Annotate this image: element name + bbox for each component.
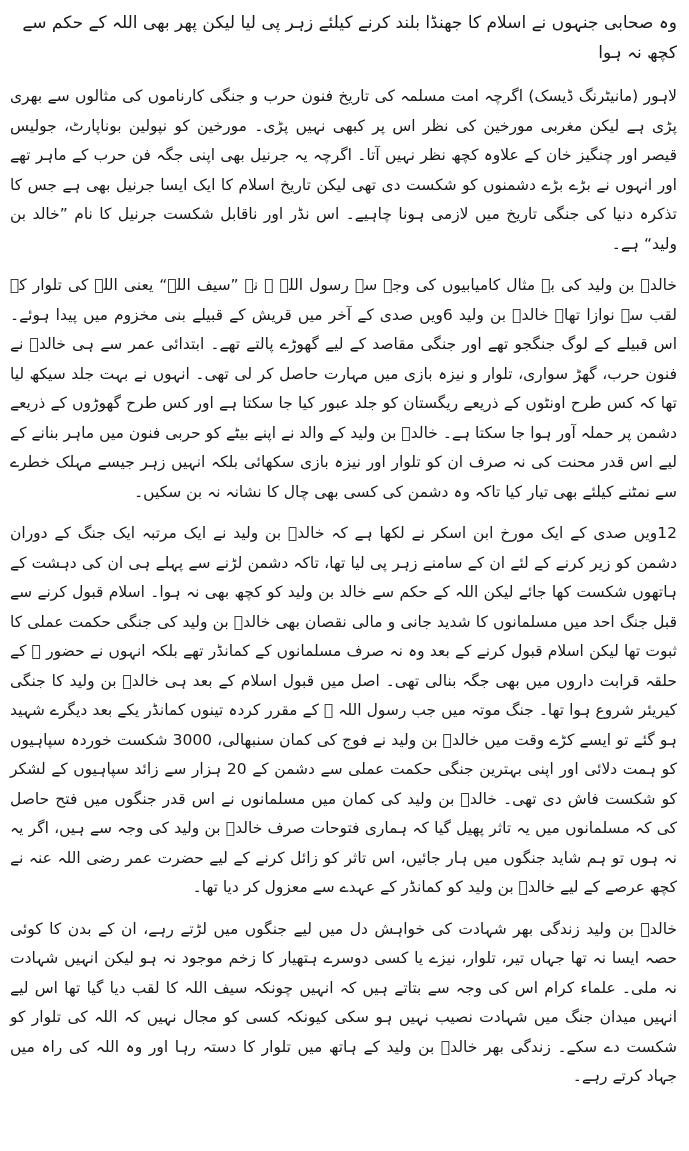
paragraph-martyrdom-wish: خالدؓ بن ولید زندگی بھر شہادت کی خواہش دل میں لیے جنگوں میں لڑتے رہے، ان کے بدن کا کوئی حصہ ایسا نہ تھا جہاں تیر، تلوار، نیزے یا کسی دوسرے ہتھیار کا زخم موجود نہ ہو لیکن انہیں شہادت نہ ملی۔ علماء کرام اس کی وجہ سے بتاتے ہیں کہ انہیں چونکہ سیف اللہ کا لقب دیا گیا تھا اس لیے انہیں میدان جنگ میں شہادت نصیب نہیں ہو سکی کیونکہ کسی کو مجال نہیں کہ اللہ کی تلوار کو شکست دے سکے۔ زندگی بھر خالدؓ بن ولید کے ہاتھ میں تلوار کا دستہ رہا اور وہ اللہ کی راہ میں جہاد کرتے رہے۔ (10, 919, 677, 1085)
paragraph-early-life: خالدؓ بن ولید کی بے مثال کامیابیوں کی وجہ سے رسول اللہ ﷺ نے ”سیف اللہ“ یعنی اللہ کی تلوار کے لقب سے نوازا تھا۔ خالدؓ بن ولید 6ویں صدی کے آخر میں قریش کے قبیلے بنی مخزوم میں پیدا ہوئے۔ اس قبیلے کے لوگ جنگجو تھے اور جنگی مقاصد کے لیے گھوڑے پالتے تھے۔ ابتدائی عمر سے ہی خالدؓ نے فنون حرب، گھڑ سواری، تلوار و نیزہ بازی میں مہارت حاصل کر لی تھی۔ انہوں نے بہت جلد سیکھ لیا تھا کہ کس طرح اونٹوں کے ذریعے ریگستان کو جلد عبور کیا جا سکتا ہے اور کس طرح گھوڑوں کے ذریعے دشمن پر حملہ آور ہوا جا سکتا ہے۔ خالدؓ بن ولید کے والد نے اپنے بیٹے کو حربی فنون میں ماہر بنانے کے لیے اس قدر محنت کی نہ صرف ان کو تلوار اور نیزہ بازی سکھائی بلکہ انہیں زہر جیسے مہلک خطرے سے نمٹنے کیلئے بھی تیار کیا تاکہ وہ دشمن کی کسی بھی چال کا نشانہ نہ بن سکیں۔ (10, 276, 677, 501)
paragraph-military-career: 12ویں صدی کے ایک مورخ ابن اسکر نے لکھا ہے کہ خالدؓ بن ولید نے ایک مرتبہ ایک جنگ کے دوران دشمن کو زیر کرنے کے لئے ان کے سامنے زہر پی لیا تھا، تاکہ دشمن لڑنے سے پہلے ہی ان کی دہشت کے ہاتھوں شکست کھا جائے لیکن اللہ کے حکم سے خالد بن ولید کو کچھ بھی نہ ہوا۔ اسلام قبول کرنے سے قبل جنگ احد میں مسلمانوں کا شدید جانی و مالی نقصان بھی خالدؓ بن ولید کی جنگی حکمت عملی کا ثبوت تھا لیکن اسلام قبول کرنے کے بعد وہ نہ صرف مسلمانوں کے کمانڈر تھے بلکہ انہوں نے حضور ﷺ کے حلقہ قرابت داروں میں بھی جگہ بنالی تھی۔ اصل میں قبول اسلام کے بعد ہی خالدؓ بن ولید کا جنگی کیریئر شروع ہوا تھا۔ جنگ موتہ میں جب رسول اللہ ﷺ کے مقرر کردہ تینوں کمانڈر یکے بعد دیگرے شہید ہو گئے تو ایسے کڑے وقت میں خالدؓ بن ولید نے فوج کی کمان سنبھالی، 3000 شکست خوردہ سپاہیوں کو ہمت دلائی اور اپنی بہترین جنگی حکمت عملی سے دشمن کے 20 ہزار سے زائد سپاہیوں کے لشکر کو شکست فاش دی تھی۔ خالدؓ بن ولید کی کمان میں مسلمانوں نے اس قدر جنگوں میں فتح حاصل کی کہ مسلمانوں میں یہ تاثر پھیل گیا کہ ہماری فتوحات صرف خالدؓ بن ولید کی وجہ سے ہیں، اگر یہ نہ ہوں تو ہم شاید جنگوں میں ہار جائیں، اس تاثر کو زائل کرنے کے لیے حضرت عمر رضی اللہ عنہ نے کچھ عرصے کے لیے خالدؓ بن ولید کو کمانڈر کے عہدے سے معزول کر دیا تھا۔ (10, 524, 677, 896)
headline: وہ صحابی جنہوں نے اسلام کا جھنڈا بلند کرنے کیلئے زہر پی لیا لیکن پھر بھی اللہ کے حکم سے کچھ نہ ہوا (22, 13, 677, 63)
paragraph-intro: لاہور (مانیٹرنگ ڈیسک) اگرچہ امت مسلمہ کی تاریخ فنون حرب و جنگی کارناموں کی مثالوں سے بھری پڑی ہے لیکن مغربی مورخین کی نظر اس پر کبھی نہیں پڑی۔ مورخین کو نپولین بوناپارٹ، جولیس قیصر اور چنگیز خان کے علاوہ کچھ نظر نہیں آتا۔ اگرچہ یہ جرنیل بھی اپنی جگہ فن حرب کے ماہر تھے اور انہوں نے بڑے بڑے دشمنوں کو شکست دی تھی لیکن تاریخ اسلام کا ایک ایسا جرنیل بھی ہے جس کا تذکرہ دنیا کی جنگی تاریخ میں لازمی ہونا چاہیے۔ اس نڈر اور ناقابل شکست جرنیل کا نام ”خالد بن ولید“ ہے۔ (10, 87, 677, 253)
